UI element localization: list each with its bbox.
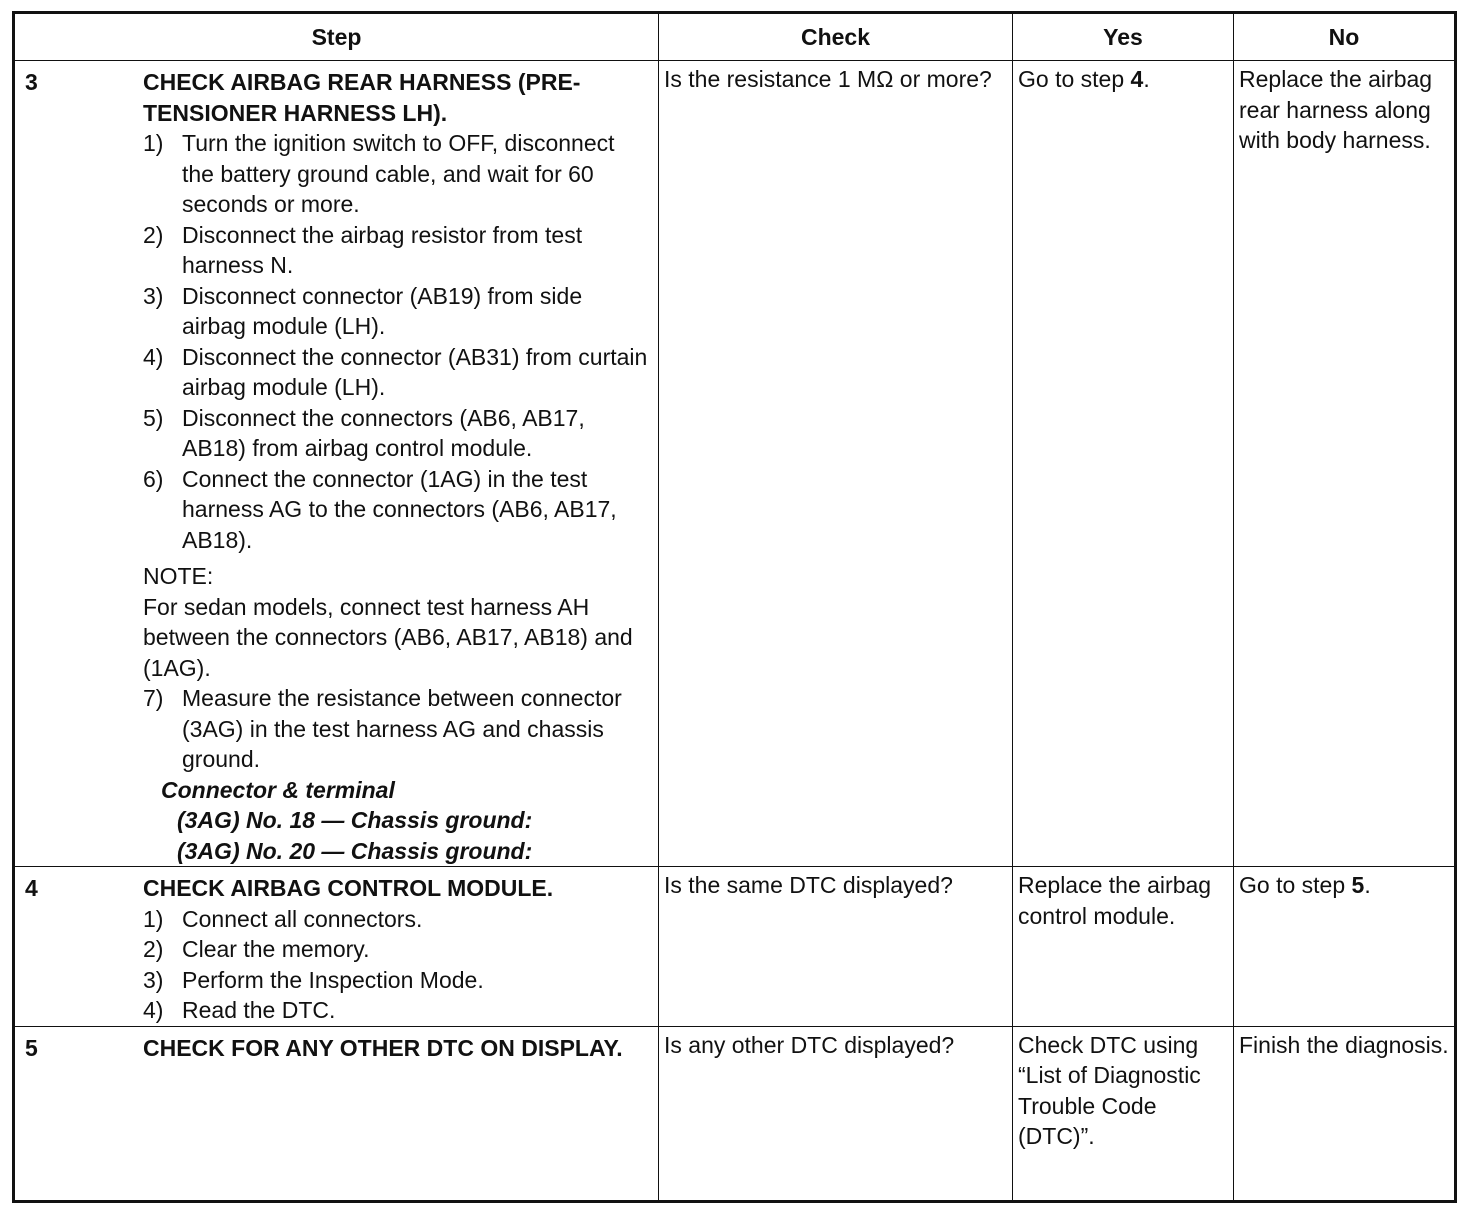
table-row bbox=[14, 867, 1456, 1027]
step-title: CHECK AIRBAG CONTROL MODULE. bbox=[143, 875, 554, 901]
no-cell: Go to step 5. bbox=[1234, 867, 1456, 1027]
note-label: NOTE: bbox=[143, 563, 214, 589]
step-cell bbox=[14, 867, 659, 1027]
header-yes: Yes bbox=[1013, 13, 1234, 61]
step-reference: 4 bbox=[1130, 66, 1144, 92]
yes-cell: Check DTC using “List of Diagnostic Trouble Code (DTC)”. bbox=[1013, 1026, 1234, 1202]
procedure-item: 2) Disconnect the airbag resistor from test harness N. bbox=[143, 221, 583, 278]
check-cell: Is any other DTC displayed? bbox=[659, 1026, 1013, 1202]
yes-cell: Replace the airbag control module. bbox=[1013, 867, 1234, 1027]
diagnostic-table bbox=[12, 11, 1457, 1203]
step-body bbox=[141, 870, 653, 1026]
table-row bbox=[14, 1026, 1456, 1202]
step-cell bbox=[14, 61, 659, 867]
procedure-item: 4) Read the DTC. bbox=[143, 997, 336, 1023]
step-number: 4 bbox=[25, 875, 38, 901]
header-step: Step bbox=[14, 13, 659, 61]
note-text: For sedan models, connect test harness AH between the connectors (AB6, AB17, AB18) and (1AG). bbox=[143, 593, 633, 681]
header-row bbox=[14, 13, 1456, 61]
procedure-item: 3) Disconnect connector (AB19) from side airbag module (LH). bbox=[143, 282, 583, 339]
step-body bbox=[141, 1030, 653, 1064]
no-cell: Replace the airbag rear harness along with body harness. bbox=[1234, 61, 1456, 867]
procedure-item: 6) Connect the connector (1AG) in the test harness AG to the connectors (AB6, AB17, AB18). bbox=[143, 465, 617, 553]
check-cell: Is the same DTC displayed? bbox=[659, 867, 1013, 1027]
terminal-spec: (3AG) No. 18 — Chassis ground: bbox=[177, 807, 533, 833]
yes-cell: Go to step 4. bbox=[1013, 61, 1234, 867]
procedure-item: 1) Turn the ignition switch to OFF, disconnect the battery ground cable, and wait for 60 seconds or more. bbox=[143, 130, 615, 217]
procedure-item: 5) Disconnect the connectors (AB6, AB17, AB18) from airbag control module. bbox=[143, 404, 585, 461]
step-number: 3 bbox=[25, 69, 38, 95]
step-title: CHECK FOR ANY OTHER DTC ON DISPLAY. bbox=[143, 1034, 623, 1061]
procedure-item: 3) Perform the Inspection Mode. bbox=[143, 966, 484, 993]
procedure-item: 7) Measure the resistance between connector (3AG) in the test harness AG and chassis ground. bbox=[143, 685, 622, 772]
terminal-heading: Connector & terminal bbox=[161, 776, 395, 803]
step-cell bbox=[14, 1026, 659, 1202]
header-no: No bbox=[1234, 13, 1456, 61]
step-reference: 5 bbox=[1351, 872, 1365, 898]
no-cell: Finish the diagnosis. bbox=[1234, 1026, 1456, 1202]
step-number: 5 bbox=[25, 1034, 38, 1061]
terminal-spec: (3AG) No. 20 — Chassis ground: bbox=[177, 837, 533, 864]
step-body bbox=[141, 64, 653, 866]
header-check: Check bbox=[659, 13, 1013, 61]
step-title: CHECK AIRBAG REAR HARNESS (PRE- TENSIONER HARNESS LH). bbox=[143, 69, 581, 126]
table-row bbox=[14, 61, 1456, 867]
procedure-item: 1) Connect all connectors. bbox=[143, 905, 423, 932]
procedure-item: 2) Clear the memory. bbox=[143, 936, 370, 962]
procedure-item: 4) Disconnect the connector (AB31) from curtain airbag module (LH). bbox=[143, 343, 648, 400]
check-cell: Is the resistance 1 MΩ or more? bbox=[659, 61, 1013, 867]
